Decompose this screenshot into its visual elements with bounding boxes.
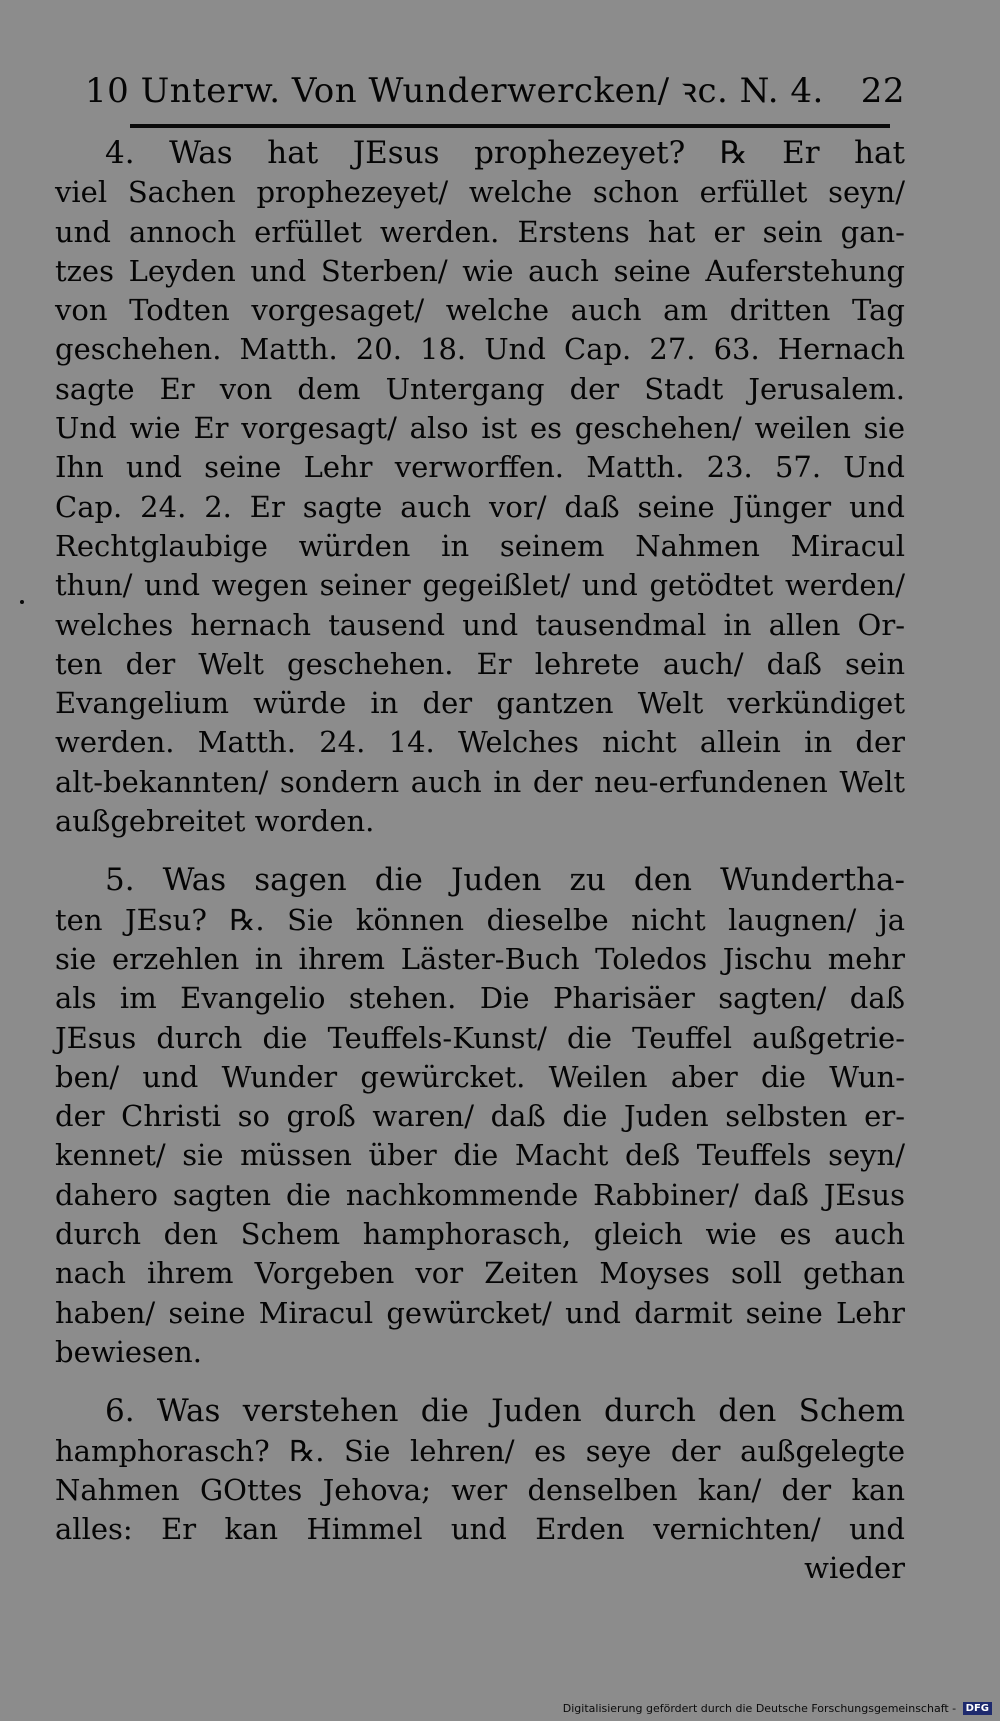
text-line: ten der Welt geschehen. Er lehrete auch/ daß sein [55, 646, 905, 681]
text-line: 5. Was sagen die Juden zu den Wundertha- [105, 862, 905, 899]
text-line: tzes Leyden und Sterben/ wie auch seine Auferstehung [55, 253, 905, 288]
paragraph-question-5 [55, 861, 905, 1372]
text-line: 6. Was verstehen die Juden durch den Schem [105, 1393, 905, 1430]
text-line: ben/ und Wunder gewürcket. Weilen aber die Wun- [55, 1059, 905, 1094]
text-line: JEsus durch die Teuffels-Kunst/ die Teuffel außgetrie- [55, 1020, 905, 1055]
header-rule [130, 124, 890, 128]
paragraph-gap [55, 1372, 905, 1392]
text-line: der Christi so groß waren/ daß die Juden selbsten er- [55, 1099, 905, 1134]
text-line: und annoch erfüllet werden. Erstens hat er sein gan- [55, 214, 905, 249]
text-line: Und wie Er vorgesagt/ also ist es geschehen/ weilen sie [55, 411, 905, 446]
text-line: alt-bekannten/ sondern auch in der neu-erfundenen Welt [55, 764, 905, 799]
text-line: 4. Was hat JEsus prophezeyet? ℞ Er hat [105, 135, 905, 171]
text-line: haben/ seine Miracul gewürcket/ und darmit seine Lehr [55, 1295, 905, 1330]
dfg-logo: DFG [963, 1702, 992, 1715]
text-line: Rechtglaubige würden in seinem Nahmen Miracul [55, 528, 905, 563]
text-line: Cap. 24. 2. Er sagte auch vor/ daß seine Jünger und [55, 489, 905, 524]
paragraph-question-4 [55, 134, 905, 841]
running-title: 10 Unterw. Von Wunderwercken/ ꝛc. N. 4. [85, 71, 824, 111]
text-line: welches hernach tausend und tausendmal in allen Or- [55, 607, 905, 642]
text-line: als im Evangelio stehen. Die Pharisäer sagten/ daß [55, 981, 905, 1016]
text-line: sie erzehlen in ihrem Läster-Buch Toledos Jischu mehr [55, 941, 905, 976]
body-text [55, 134, 905, 1589]
text-line: ten JEsu? ℞. Sie können dieselbe nicht laugnen/ ja [55, 902, 905, 937]
text-line: alles: Er kan Himmel und Erden vernichten/ und [55, 1512, 905, 1547]
text-line: dahero sagten die nachkommende Rabbiner/ daß JEsus [55, 1177, 905, 1212]
text-line: von Todten vorgesaget/ welche auch am dritten Tag [55, 293, 905, 328]
text-line: sagte Er von dem Untergang der Stadt Jerusalem. [55, 371, 905, 406]
catchword: wieder [804, 1551, 905, 1586]
text-line: Ihn und seine Lehr verworffen. Matth. 23. 57. Und [55, 450, 905, 485]
running-head [85, 70, 905, 112]
text-line: Evangelium würde in der gantzen Welt verkündiget [55, 686, 905, 721]
text-line: thun/ und wegen seiner gegeißlet/ und getödtet werden/ [55, 568, 905, 603]
text-line: nach ihrem Vorgeben vor Zeiten Moyses soll gethan [55, 1256, 905, 1291]
credit-text: Digitalisierung gefördert durch die Deutsche Forschungsgemeinschaft - [562, 1701, 957, 1715]
text-line: Nahmen GOttes Jehova; wer denselben kan/ der kan [55, 1472, 905, 1507]
paragraph-gap [55, 841, 905, 861]
page-number: 22 [860, 71, 905, 111]
text-line: bewiesen. [55, 1334, 202, 1369]
text-line: geschehen. Matth. 20. 18. Und Cap. 27. 63. Hernach [55, 332, 905, 367]
text-line: durch den Schem hamphorasch, gleich wie es auch [55, 1217, 905, 1252]
paragraph-question-6 [55, 1392, 905, 1588]
text-line: werden. Matth. 24. 14. Welches nicht allein in der [55, 725, 905, 760]
text-line: kennet/ sie müssen über die Macht deß Teuffels seyn/ [55, 1138, 905, 1173]
margin-speck [20, 600, 24, 604]
digitization-credit [0, 1702, 1000, 1716]
text-line: außgebreitet worden. [55, 804, 375, 839]
text-line: hamphorasch? ℞. Sie lehren/ es seye der außgelegte [55, 1433, 905, 1468]
text-line: viel Sachen prophezeyet/ welche schon erfüllet seyn/ [55, 175, 905, 210]
